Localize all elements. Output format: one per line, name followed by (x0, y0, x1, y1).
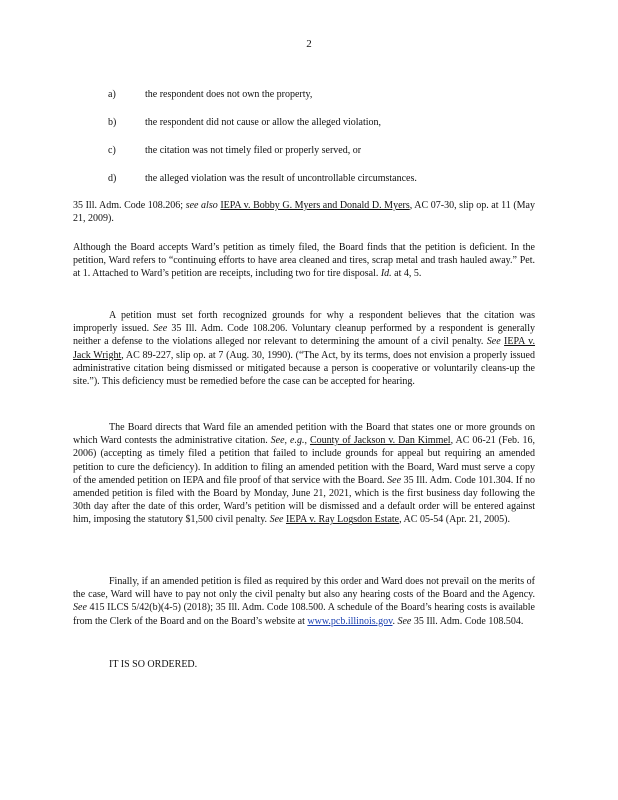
case-name: IEPA v. Jack Wright (73, 336, 536, 361)
website-link[interactable]: www.pcb.illinois.gov (307, 615, 393, 627)
case-name: IEPA v. Bobby G. Myers and Donald D. Myers (220, 200, 410, 211)
list-item-b (108, 117, 381, 128)
text-run: Although the Board accepts Ward’s petition as timely filed, the Board finds that the petition is deficient. In the petition, Ward refers to “continuing efforts to have area cleaned and tires, scrap metal and trash hauled away.” Pet. at 1. Attached to Ward’s petition are receipts, including two for tire disposal. (73, 242, 535, 280)
text-run: at 4, 5. (391, 268, 422, 280)
list-item-c (108, 145, 361, 156)
case-name: County of Jackson v. Dan Kimmel (309, 435, 451, 447)
paragraph-deficiency (73, 241, 535, 281)
list-text: the respondent did not cause or allow the alleged violation, (145, 117, 382, 128)
text-run: , AC 06-21 (Feb. 16, 2006) (accepting as timely filed a petition that failed to include grounds for appeal but requiring an amended petition to cure the deficiency). In addition to filing an amended petition with the Board, Ward must serve a copy of the amended petition on IEPA and file proof of that service with the Board. (73, 435, 535, 486)
page-number: 2 (306, 38, 312, 50)
signal-see: See (397, 615, 412, 627)
text-run: 35 Ill. Adm. Code 108.206. Voluntary cleanup performed by a respondent is generally neither a defense to the violations alleged nor relevant to determining the amount of a civil penalty. (73, 323, 535, 348)
signal-id: Id. (380, 268, 392, 280)
signal-see: See (269, 514, 284, 526)
closing-text: IT IS SO ORDERED. (109, 659, 198, 670)
text-run: 415 ILCS 5/42(b)(4-5) (2018); 35 Ill. Adm. Code 108.500. A schedule of the Board’s hearing costs is available from the Clerk of the Board and on the Board’s website at (73, 602, 535, 627)
signal-see-also: see also (185, 200, 218, 211)
text-run: , AC 07-30, slip op. at 11 (May 21, 2009). (73, 200, 535, 225)
text-run: 35 Ill. Adm. Code 108.206; (73, 200, 186, 211)
text-run: , AC 89-227, slip op. at 7 (Aug. 30, 1990). (“The Act, by its terms, does not envision a properly issued administrative citation being dismissed or mitigated because a person is cooperative or voluntarily cleans-up the site.”). This deficiency must be remedied before the case can be accepted for hearing. (73, 349, 535, 388)
list-label: b) (108, 117, 117, 128)
list-item-d (108, 173, 417, 184)
closing-line (73, 658, 535, 671)
paragraph-amended-petition (73, 421, 535, 527)
text-run: The Board directs that Ward file an amended petition with the Board that states one or more grounds on which Ward contests the administrative citation. (73, 422, 535, 447)
list-label: d) (108, 173, 117, 184)
signal-see: See (153, 323, 168, 335)
signal-see-eg: See, e.g. (270, 435, 305, 447)
text-run: . (392, 615, 398, 627)
case-name: IEPA v. Ray Logsdon Estate (285, 514, 400, 526)
text-run: , AC 05-54 (Apr. 21, 2005). (399, 514, 510, 526)
list-item-a (108, 89, 312, 100)
list-label: a) (108, 89, 116, 100)
text-run: A petition must set forth recognized grounds for why a respondent believes that the citation was improperly issued. (73, 310, 535, 335)
signal-see: See (486, 336, 501, 348)
text-run: 35 Ill. Adm. Code 101.304. If no amended petition is filed with the Board by Monday, June 21, 2021, which is the first business day following the 30th day after the date of this order, Ward’s petition will be dismissed and a default order will be entered against him, imposing the statutory $1,500 civil penalty. (73, 474, 535, 526)
text-run: , (304, 435, 310, 447)
list-text: the alleged violation was the result of uncontrollable circumstances. (145, 173, 417, 184)
list-text: the respondent does not own the property, (145, 89, 313, 100)
signal-see: See (73, 602, 87, 614)
list-text: the citation was not timely filed or properly served, or (145, 145, 362, 156)
paragraph-grounds (73, 309, 535, 388)
signal-see: See (387, 474, 402, 486)
citation-paragraph (73, 199, 535, 225)
paragraph-costs (73, 575, 535, 628)
text-run: Finally, if an amended petition is filed as required by this order and Ward does not prevail on the merits of the case, Ward will have to pay not only the civil penalty but also any hearing costs of the Board and the Agency. (73, 576, 535, 601)
list-label: c) (108, 145, 116, 156)
text-run: 35 Ill. Adm. Code 108.504. (411, 615, 524, 627)
